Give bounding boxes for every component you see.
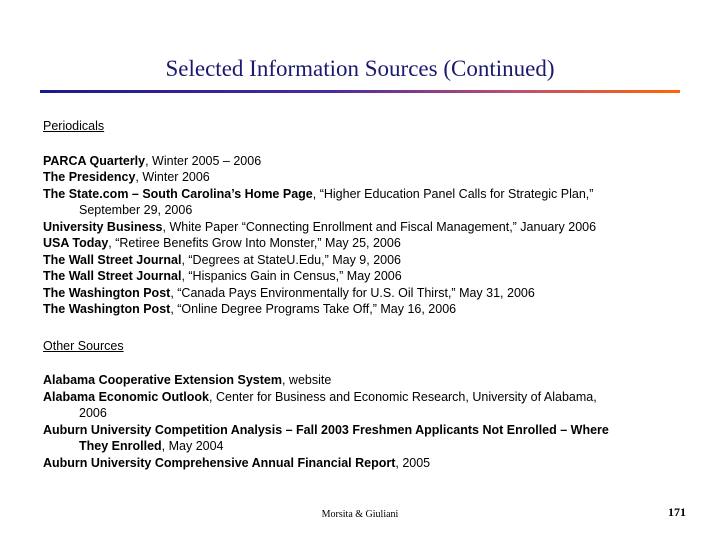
sources-content [43,118,683,471]
other-sources-heading: Other Sources [43,338,124,353]
periodicals-heading: Periodicals [43,119,105,133]
list-item: Auburn University Competition Analysis – Fall 2003 Freshmen Applicants Not Enrolled – Where They Enrolled, May 2004 [43,422,609,453]
list-item: Auburn University Comprehensive Annual Financial Report, 2005 [43,455,431,470]
list-item: The Wall Street Journal, “Hispanics Gain in Census,” May 2006 [43,269,402,283]
list-item: Alabama Cooperative Extension System, website [43,373,332,387]
list-item: USA Today, “Retiree Benefits Grow Into Monster,” May 25, 2006 [43,236,401,250]
list-item: The Presidency, Winter 2006 [43,170,210,184]
list-item: The Wall Street Journal, “Degrees at StateU.Edu,” May 9, 2006 [43,252,402,267]
list-item: PARCA Quarterly, Winter 2005 – 2006 [43,153,262,168]
periodicals-list [43,153,683,318]
list-item: University Business, White Paper “Connecting Enrollment and Fiscal Management,” January 2006 [43,219,597,234]
slide-title: Selected Information Sources (Continued) [165,56,555,81]
list-item: The Washington Post, “Canada Pays Environmentally for U.S. Oil Thirst,” May 31, 2006 [43,285,535,300]
list-item: The State.com – South Carolina’s Home Page, “Higher Education Panel Calls for Strategic Plan,” September 29, 2006 [43,186,594,217]
title-divider [40,90,680,93]
list-item: The Washington Post, “Online Degree Programs Take Off,” May 16, 2006 [43,302,457,316]
list-item: Alabama Economic Outlook, Center for Business and Economic Research, University of Alabama, 2006 [43,389,597,420]
other-sources-list [43,372,683,471]
page-number: 171 [668,505,686,519]
footer-author: Morsita & Giuliani [321,509,399,520]
